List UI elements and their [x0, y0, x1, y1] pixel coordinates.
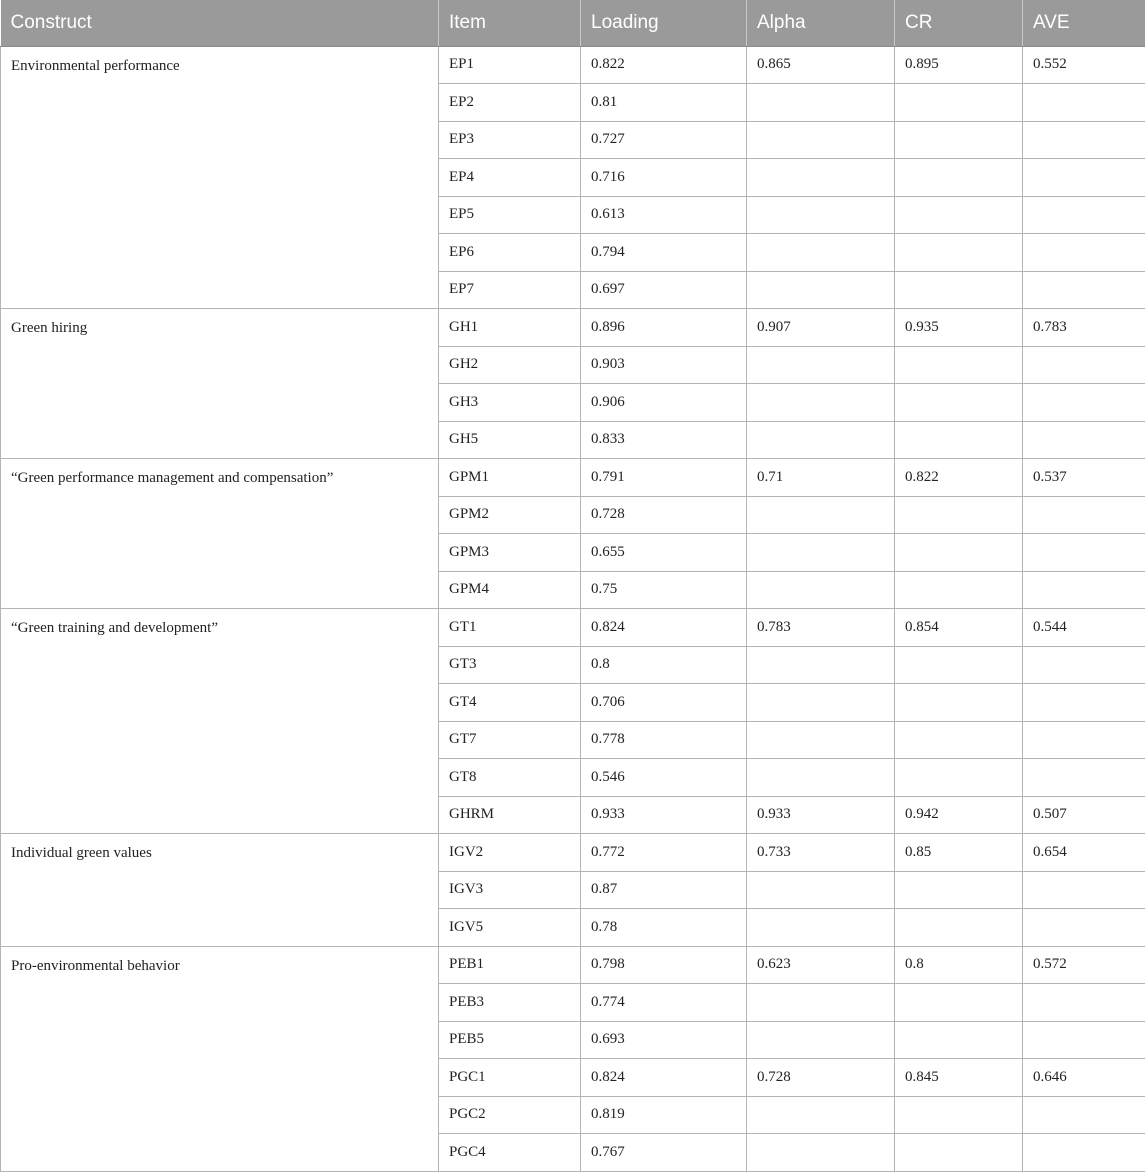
header-item: Item — [439, 0, 581, 46]
ave-cell — [1023, 496, 1145, 534]
item-cell: PGC2 — [439, 1096, 581, 1134]
loading-cell: 0.798 — [581, 946, 747, 984]
cr-cell — [895, 646, 1023, 684]
item-cell: EP6 — [439, 234, 581, 272]
loading-cell: 0.824 — [581, 609, 747, 647]
item-cell: GT4 — [439, 684, 581, 722]
item-cell: GPM3 — [439, 534, 581, 572]
alpha-cell — [747, 271, 895, 309]
loading-cell: 0.727 — [581, 121, 747, 159]
item-cell: GHRM — [439, 796, 581, 834]
alpha-cell: 0.71 — [747, 459, 895, 497]
header-alpha: Alpha — [747, 0, 895, 46]
alpha-cell — [747, 496, 895, 534]
alpha-cell — [747, 234, 895, 272]
alpha-cell — [747, 1021, 895, 1059]
alpha-cell: 0.933 — [747, 796, 895, 834]
ave-cell — [1023, 271, 1145, 309]
ave-cell — [1023, 646, 1145, 684]
cr-cell — [895, 1021, 1023, 1059]
loading-cell: 0.906 — [581, 384, 747, 422]
header-cr: CR — [895, 0, 1023, 46]
cr-cell — [895, 421, 1023, 459]
cr-cell — [895, 1134, 1023, 1172]
item-cell: GPM4 — [439, 571, 581, 609]
ave-cell: 0.552 — [1023, 46, 1145, 84]
loading-cell: 0.693 — [581, 1021, 747, 1059]
ave-cell — [1023, 759, 1145, 797]
alpha-cell: 0.623 — [747, 946, 895, 984]
loading-cell: 0.824 — [581, 1059, 747, 1097]
header-loading: Loading — [581, 0, 747, 46]
cr-cell — [895, 384, 1023, 422]
item-cell: IGV5 — [439, 909, 581, 947]
cr-cell: 0.854 — [895, 609, 1023, 647]
item-cell: EP5 — [439, 196, 581, 234]
cr-cell — [895, 159, 1023, 197]
ave-cell — [1023, 196, 1145, 234]
ave-cell: 0.654 — [1023, 834, 1145, 872]
alpha-cell — [747, 684, 895, 722]
ave-cell — [1023, 684, 1145, 722]
loading-cell: 0.706 — [581, 684, 747, 722]
ave-cell: 0.544 — [1023, 609, 1145, 647]
cr-cell — [895, 721, 1023, 759]
alpha-cell — [747, 1096, 895, 1134]
ave-cell — [1023, 234, 1145, 272]
alpha-cell — [747, 346, 895, 384]
table-row — [1, 834, 1145, 872]
loading-cell: 0.81 — [581, 84, 747, 122]
loading-cell: 0.87 — [581, 871, 747, 909]
ave-cell — [1023, 384, 1145, 422]
construct-cell: Individual green values — [1, 834, 439, 947]
ave-cell — [1023, 1096, 1145, 1134]
loading-cell: 0.613 — [581, 196, 747, 234]
alpha-cell — [747, 571, 895, 609]
cr-cell — [895, 196, 1023, 234]
item-cell: EP3 — [439, 121, 581, 159]
alpha-cell: 0.728 — [747, 1059, 895, 1097]
cr-cell — [895, 496, 1023, 534]
loading-cell: 0.774 — [581, 984, 747, 1022]
alpha-cell: 0.783 — [747, 609, 895, 647]
loading-cell: 0.78 — [581, 909, 747, 947]
alpha-cell — [747, 1134, 895, 1172]
cr-cell: 0.845 — [895, 1059, 1023, 1097]
cr-cell — [895, 871, 1023, 909]
alpha-cell — [747, 759, 895, 797]
cr-cell: 0.85 — [895, 834, 1023, 872]
header-row — [1, 0, 1145, 46]
cr-cell — [895, 534, 1023, 572]
table-row — [1, 946, 1145, 984]
construct-cell: “Green performance management and compensation” — [1, 459, 439, 609]
table-row — [1, 309, 1145, 347]
loading-cell: 0.75 — [581, 571, 747, 609]
ave-cell — [1023, 534, 1145, 572]
item-cell: EP2 — [439, 84, 581, 122]
loading-cell: 0.822 — [581, 46, 747, 84]
cr-cell: 0.8 — [895, 946, 1023, 984]
ave-cell: 0.537 — [1023, 459, 1145, 497]
item-cell: PGC1 — [439, 1059, 581, 1097]
cr-cell — [895, 346, 1023, 384]
loading-cell: 0.772 — [581, 834, 747, 872]
alpha-cell — [747, 646, 895, 684]
construct-cell: “Green training and development” — [1, 609, 439, 834]
ave-cell — [1023, 421, 1145, 459]
alpha-cell — [747, 871, 895, 909]
ave-cell — [1023, 1021, 1145, 1059]
item-cell: GPM1 — [439, 459, 581, 497]
ave-cell — [1023, 346, 1145, 384]
loading-cell: 0.933 — [581, 796, 747, 834]
loading-cell: 0.903 — [581, 346, 747, 384]
construct-cell: Environmental performance — [1, 46, 439, 309]
cr-cell: 0.942 — [895, 796, 1023, 834]
item-cell: GH5 — [439, 421, 581, 459]
cr-cell: 0.935 — [895, 309, 1023, 347]
item-cell: PGC4 — [439, 1134, 581, 1172]
loading-cell: 0.655 — [581, 534, 747, 572]
alpha-cell: 0.907 — [747, 309, 895, 347]
cr-cell — [895, 234, 1023, 272]
alpha-cell — [747, 909, 895, 947]
alpha-cell — [747, 384, 895, 422]
item-cell: GT8 — [439, 759, 581, 797]
header-construct: Construct — [1, 0, 439, 46]
alpha-cell: 0.733 — [747, 834, 895, 872]
ave-cell: 0.646 — [1023, 1059, 1145, 1097]
ave-cell — [1023, 721, 1145, 759]
loading-cell: 0.896 — [581, 309, 747, 347]
cr-cell — [895, 684, 1023, 722]
cr-cell — [895, 121, 1023, 159]
cr-cell — [895, 84, 1023, 122]
alpha-cell — [747, 984, 895, 1022]
ave-cell: 0.572 — [1023, 946, 1145, 984]
item-cell: GH3 — [439, 384, 581, 422]
item-cell: GT3 — [439, 646, 581, 684]
alpha-cell — [747, 534, 895, 572]
cr-cell — [895, 271, 1023, 309]
cr-cell — [895, 984, 1023, 1022]
item-cell: GH1 — [439, 309, 581, 347]
construct-cell: Pro-environmental behavior — [1, 946, 439, 1171]
header-ave: AVE — [1023, 0, 1145, 46]
ave-cell — [1023, 159, 1145, 197]
ave-cell — [1023, 84, 1145, 122]
ave-cell: 0.783 — [1023, 309, 1145, 347]
construct-cell: Green hiring — [1, 309, 439, 459]
ave-cell — [1023, 909, 1145, 947]
loading-cell: 0.728 — [581, 496, 747, 534]
loading-cell: 0.778 — [581, 721, 747, 759]
item-cell: EP1 — [439, 46, 581, 84]
item-cell: IGV2 — [439, 834, 581, 872]
item-cell: GH2 — [439, 346, 581, 384]
alpha-cell — [747, 84, 895, 122]
cr-cell: 0.822 — [895, 459, 1023, 497]
table-header — [1, 0, 1145, 46]
loading-cell: 0.716 — [581, 159, 747, 197]
loading-cell: 0.767 — [581, 1134, 747, 1172]
alpha-cell — [747, 421, 895, 459]
item-cell: EP7 — [439, 271, 581, 309]
item-cell: PEB3 — [439, 984, 581, 1022]
item-cell: PEB5 — [439, 1021, 581, 1059]
item-cell: IGV3 — [439, 871, 581, 909]
table-body — [1, 46, 1145, 1171]
item-cell: PEB1 — [439, 946, 581, 984]
item-cell: GT1 — [439, 609, 581, 647]
cr-cell — [895, 909, 1023, 947]
loading-cell: 0.546 — [581, 759, 747, 797]
ave-cell — [1023, 871, 1145, 909]
table-row — [1, 609, 1145, 647]
loading-cell: 0.697 — [581, 271, 747, 309]
ave-cell — [1023, 984, 1145, 1022]
loading-cell: 0.8 — [581, 646, 747, 684]
cr-cell — [895, 571, 1023, 609]
cr-cell: 0.895 — [895, 46, 1023, 84]
alpha-cell — [747, 121, 895, 159]
alpha-cell — [747, 159, 895, 197]
ave-cell — [1023, 571, 1145, 609]
alpha-cell: 0.865 — [747, 46, 895, 84]
alpha-cell — [747, 721, 895, 759]
item-cell: EP4 — [439, 159, 581, 197]
loading-cell: 0.819 — [581, 1096, 747, 1134]
ave-cell — [1023, 121, 1145, 159]
alpha-cell — [747, 196, 895, 234]
loading-cell: 0.791 — [581, 459, 747, 497]
loading-cell: 0.794 — [581, 234, 747, 272]
table-row — [1, 46, 1145, 84]
cr-cell — [895, 759, 1023, 797]
item-cell: GPM2 — [439, 496, 581, 534]
item-cell: GT7 — [439, 721, 581, 759]
cr-cell — [895, 1096, 1023, 1134]
ave-cell: 0.507 — [1023, 796, 1145, 834]
ave-cell — [1023, 1134, 1145, 1172]
table-row — [1, 459, 1145, 497]
loading-cell: 0.833 — [581, 421, 747, 459]
